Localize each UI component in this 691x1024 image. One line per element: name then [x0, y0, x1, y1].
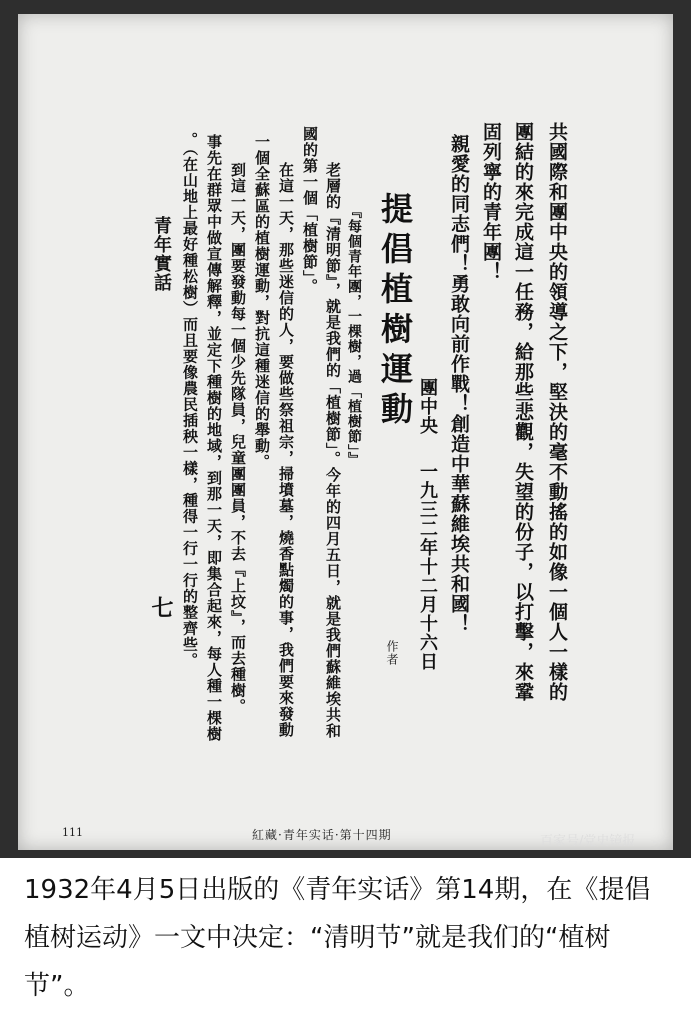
document-page — [18, 14, 673, 850]
caption-text: 1932年4月5日出版的《青年实话》第14期，在《提倡植树运动》一文中决定：“清明节”就是我们的“植树节”。 — [24, 875, 651, 1001]
author-note: 作者 — [385, 640, 399, 666]
date-line: 一九三二年十二月十六日 — [417, 462, 438, 671]
body-column: 國的第一個「植樹節」。 — [301, 126, 319, 295]
body-column: 在這一天，那些迷信的人，要做些祭祖宗，掃墳墓，燒香點燭的事，我們要來發動 — [277, 162, 295, 738]
text-column: 共國際和團中央的領導之下，堅決的毫不動搖的如像一個人一樣的 — [546, 122, 568, 702]
author-line: 團中央 — [417, 378, 438, 435]
text-column: 親愛的同志們！勇敢向前作戰！創造中華蘇維埃共和國！ — [448, 134, 470, 634]
page-number: 七 — [148, 596, 174, 619]
body-column: 老層的『清明節』，就是我們的「植樹節」。今年的四月五日，就是我們蘇維埃共和 — [324, 162, 342, 739]
body-column: 。（在山地上最好種松樹）而且要像農民插秧一樣，種得一行一行的整齊些。 — [181, 132, 199, 669]
text-column: 團結的來完成這一任務，給那些悲觀，失望的份子，以打擊，來鞏 — [512, 122, 534, 702]
body-column: 事先在群眾中做宣傳解釋，並定下種樹的地域，到那一天，即集合起來，每人種一棵樹 — [205, 134, 223, 742]
footer-source: 紅藏·青年实话·第十四期 — [252, 828, 392, 842]
watermark: 百家号/党史镜报 — [540, 834, 636, 849]
text-column: 固列寧的青年團！ — [480, 122, 502, 282]
body-column: 到這一天，團要發動每一個少先隊員，兒童團團員，不去『上坟』，而去種樹。 — [229, 162, 247, 715]
footer-page-number: 111 — [62, 826, 83, 839]
article-title: 提倡植樹運動 — [376, 192, 414, 432]
publication-signature: 青年實話 — [151, 216, 172, 292]
body-column: 一個全蘇區的植樹運動，對抗這種迷信的舉動。 — [253, 134, 271, 470]
article-subtitle: 『每個青年團，一棵樹，過「植樹節」』 — [346, 204, 362, 467]
